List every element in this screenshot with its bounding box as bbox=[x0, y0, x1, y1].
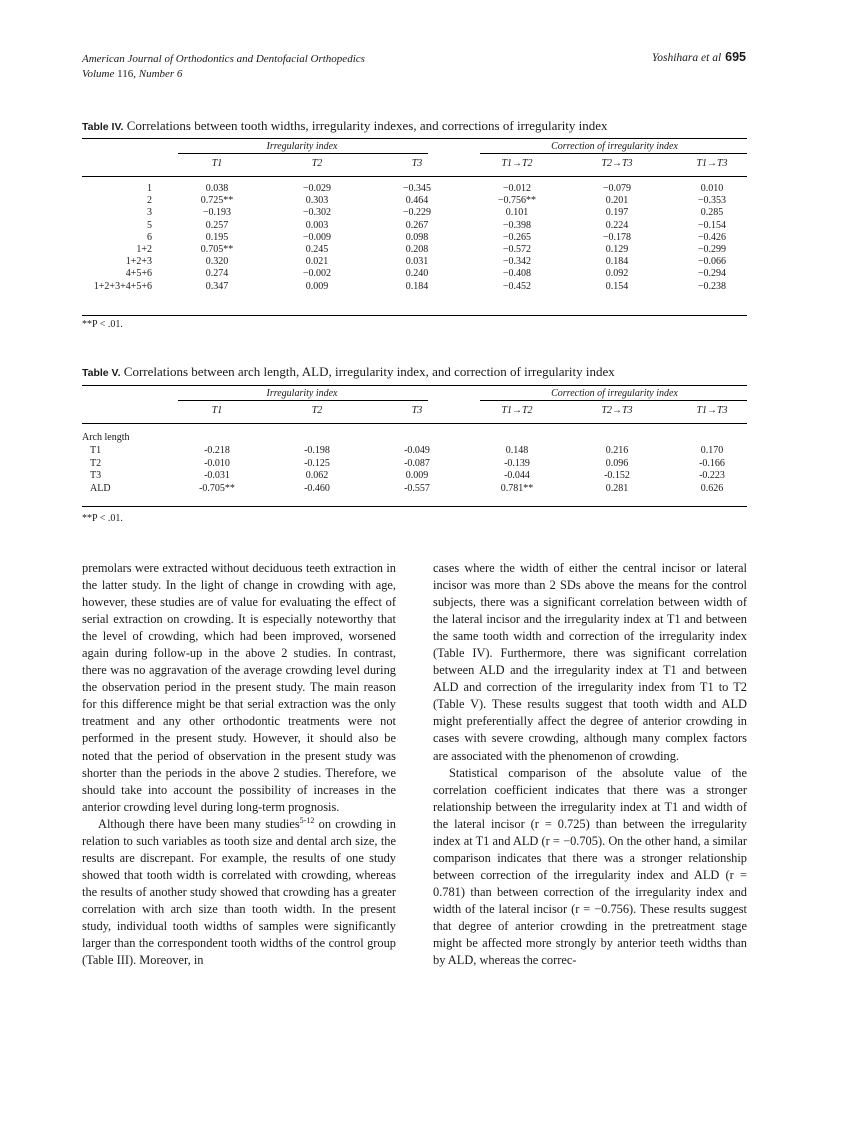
table-cell: 0.062 bbox=[305, 470, 329, 481]
column-header: T2→T3 bbox=[601, 158, 633, 169]
table-cell: 0.303 bbox=[305, 195, 329, 207]
table-cell: 0.464 bbox=[405, 195, 429, 207]
row-label: T1 bbox=[90, 445, 102, 456]
table-cell: −0.345 bbox=[402, 183, 432, 194]
row-label: 1+2+3 bbox=[125, 256, 152, 268]
table-cell: −0.079 bbox=[602, 183, 632, 194]
table-cell: 0.021 bbox=[305, 256, 329, 268]
table-cell: −0.238 bbox=[697, 280, 727, 292]
table4-caption bbox=[82, 118, 608, 134]
table-cell: -0.010 bbox=[204, 457, 230, 469]
table-cell: 0.267 bbox=[405, 219, 429, 231]
volume-number: 116, bbox=[117, 68, 139, 80]
table-cell: 0.224 bbox=[605, 219, 629, 231]
table-cell: −0.265 bbox=[502, 231, 532, 243]
table-cell: 0.038 bbox=[205, 183, 229, 194]
column-header: T1→T3 bbox=[696, 405, 728, 416]
table-cell: 0.184 bbox=[605, 256, 629, 268]
row-label: 1+2 bbox=[136, 244, 152, 255]
table-cell: -0.218 bbox=[204, 445, 230, 456]
page-number: 695 bbox=[725, 50, 746, 64]
issue-number: Number 6 bbox=[138, 68, 183, 80]
table-cell: 0.201 bbox=[605, 195, 629, 207]
body-column-left bbox=[82, 560, 396, 969]
table-cell: -0.139 bbox=[504, 457, 530, 469]
table-cell: 0.347 bbox=[205, 280, 229, 292]
table4-label: Table IV. bbox=[82, 121, 124, 133]
table-cell: −0.398 bbox=[502, 219, 532, 231]
column-header: T3 bbox=[411, 405, 423, 416]
table4-group-rule-2 bbox=[480, 153, 747, 154]
table5-caption bbox=[82, 364, 615, 380]
table-cell: 0.129 bbox=[605, 244, 629, 255]
table-cell: 0.320 bbox=[205, 256, 229, 268]
row-label: 2 bbox=[147, 195, 152, 207]
row-label: 4+5+6 bbox=[125, 268, 152, 280]
table-cell: 0.705** bbox=[200, 244, 234, 255]
journal-volume bbox=[82, 67, 365, 82]
table-cell: 0.010 bbox=[700, 183, 724, 194]
table-cell: 0.285 bbox=[700, 207, 724, 219]
table5-section-label: Arch length bbox=[82, 432, 130, 443]
table-cell: 0.092 bbox=[605, 268, 629, 280]
journal-title: American Journal of Orthodontics and Dentofacial Orthopedics bbox=[82, 53, 365, 65]
table5-group-irregularity: Irregularity index bbox=[266, 388, 338, 399]
table-cell: −0.342 bbox=[502, 256, 532, 268]
column-header: T1→T3 bbox=[696, 158, 728, 169]
row-label: 3 bbox=[147, 207, 152, 219]
table4-top-rule bbox=[82, 138, 747, 139]
table5-group-rule-2 bbox=[480, 400, 747, 401]
table-cell: -0.049 bbox=[404, 445, 430, 456]
table5-group-correction: Correction of irregularity index bbox=[551, 388, 678, 399]
table-cell: 0.003 bbox=[305, 219, 329, 231]
table-cell: 0.257 bbox=[205, 219, 229, 231]
table4-footnote: **P < .01. bbox=[82, 319, 123, 330]
table-cell: −0.029 bbox=[302, 183, 332, 194]
table-cell: 0.274 bbox=[205, 268, 229, 280]
paragraph-text: on crowding in relation to such variables as tooth size and dental arch size, the results are discrepant. For example, the results of one study showed that tooth width is correlated with crowding, whereas the results of another study showed that crowding has a greater correlation with arch size than tooth width. In the present study, individual tooth widths of samples were significantly larger than the correspondent tooth widths of the control group (Table III). Moreover, in bbox=[82, 816, 396, 968]
body-column-right bbox=[433, 560, 747, 969]
table-cell: 0.031 bbox=[405, 256, 429, 268]
column-header: T2 bbox=[311, 405, 323, 416]
table-cell: 0.096 bbox=[605, 457, 629, 469]
column-header: T1 bbox=[211, 405, 223, 416]
table4-group-irregularity: Irregularity index bbox=[266, 141, 338, 152]
table-cell: -0.223 bbox=[699, 470, 725, 481]
table-cell: -0.166 bbox=[699, 457, 725, 469]
table-cell: −0.299 bbox=[697, 244, 727, 255]
running-header-journal bbox=[82, 52, 365, 82]
table4-group-correction: Correction of irregularity index bbox=[551, 141, 678, 152]
table-cell: −0.012 bbox=[502, 183, 532, 194]
table-cell: −0.066 bbox=[697, 256, 727, 268]
column-header: T1→T2 bbox=[501, 405, 533, 416]
running-header-right bbox=[652, 50, 746, 64]
table-cell: 0.281 bbox=[605, 482, 629, 494]
table4-header-rule bbox=[82, 176, 747, 177]
column-header: T1→T2 bbox=[501, 158, 533, 169]
table4-title: Correlations between tooth widths, irregularity indexes, and corrections of irregularity index bbox=[123, 118, 608, 133]
table-cell: 0.626 bbox=[700, 482, 724, 494]
table-cell: -0.031 bbox=[204, 470, 230, 481]
table-cell: −0.002 bbox=[302, 268, 332, 280]
table-cell: 0.009 bbox=[305, 280, 329, 292]
table-cell: 0.781** bbox=[500, 482, 534, 494]
table-cell: −0.452 bbox=[502, 280, 532, 292]
column-header: T2 bbox=[311, 158, 323, 169]
table-cell: −0.756** bbox=[497, 195, 537, 207]
column-header: T2→T3 bbox=[601, 405, 633, 416]
table-cell: −0.302 bbox=[302, 207, 332, 219]
volume-prefix: Volume bbox=[82, 68, 115, 80]
table-cell: 0.208 bbox=[405, 244, 429, 255]
table-cell: 0.009 bbox=[405, 470, 429, 481]
row-label: ALD bbox=[90, 482, 111, 494]
row-label: T3 bbox=[90, 470, 102, 481]
table-cell: 0.195 bbox=[205, 231, 229, 243]
table-cell: 0.170 bbox=[700, 445, 724, 456]
table-cell: −0.353 bbox=[697, 195, 727, 207]
table-cell: -0.087 bbox=[404, 457, 430, 469]
row-label: T2 bbox=[90, 457, 102, 469]
row-label: 6 bbox=[147, 231, 152, 243]
paragraph: premolars were extracted without deciduous teeth extraction in the latter study. In the light of change in crowding with age, however, these studies are of value for evaluating the effect of serial extraction on crowding. It is especially noteworthy that the level of crowding, which had been improved, worsened again during follow-up in the above 2 studies. In contrast, there was no aggravation of the average crowding level during the observation period in the present study. The main reason for this difference might be that serial extraction was the only treatment and any other orthodontic treatments were not performed in the present study. However, it should also be noted that the period of observation in the present study was shorter than the periods in the above 2 studies. Therefore, we should take into account the possibility of increases in the anterior crowding level during long-term prognosis. bbox=[82, 561, 396, 814]
table-cell: −0.408 bbox=[502, 268, 532, 280]
table-cell: −0.229 bbox=[402, 207, 432, 219]
table4 bbox=[82, 138, 747, 328]
table5-label: Table V. bbox=[82, 367, 121, 379]
table-cell: 0.245 bbox=[305, 244, 329, 255]
table-cell: 0.725** bbox=[200, 195, 234, 207]
table-cell: −0.193 bbox=[202, 207, 232, 219]
table-cell: -0.705** bbox=[199, 482, 235, 494]
table-cell: -0.152 bbox=[604, 470, 630, 481]
column-header: T3 bbox=[411, 158, 423, 169]
column-header: T1 bbox=[211, 158, 223, 169]
row-label: 1+2+3+4+5+6 bbox=[93, 280, 152, 292]
table5-group-rule-1 bbox=[178, 400, 428, 401]
table5-footnote: **P < .01. bbox=[82, 513, 123, 524]
table-cell: -0.044 bbox=[504, 470, 530, 481]
table5-title: Correlations between arch length, ALD, irregularity index, and correction of irregularity index bbox=[120, 364, 615, 379]
paragraph: Statistical comparison of the absolute value of the correlation coefficient indicates that there was a stronger relationship between the irregularity index at T1 and width of the lateral incisor (r = 0.725) than between the irregularity index at T1 and ALD (r = −0.705). On the other hand, a similar comparison indicates that there was a stronger relationship between correction of the irregularity index and ALD (r = 0.781) than between correction of the irregularity index and width of the lateral incisor (r = −0.756). These results suggest that degree of anterior crowding in the pretreatment stage might be affected more strongly by anterior teeth widths than by ALD, whereas the correc- bbox=[433, 765, 747, 968]
table-cell: −0.009 bbox=[302, 231, 332, 243]
row-label: 5 bbox=[147, 219, 152, 231]
table4-bottom-rule bbox=[82, 315, 747, 316]
table-cell: 0.101 bbox=[505, 207, 529, 219]
table-cell: −0.178 bbox=[602, 231, 632, 243]
paragraph: cases where the width of either the central incisor or lateral incisor was more than 2 SDs above the means for the control subjects, there was a significant correlation between width of the lateral incisor and the irregularity index at T1 and between the same tooth width and correction of the irregularity index (Table IV). Furthermore, there was significant correlation between ALD and the irregularity index at T1 and between ALD and correction of the irregularity index from T1 to T2 (Table V). These results suggest that tooth width and ALD might preferentially affect the degree of anterior crowding in cases with severe crowding, although many complex factors are associated with the phenomenon of crowding. bbox=[433, 561, 747, 763]
table-cell: -0.198 bbox=[304, 445, 330, 456]
table-cell: 0.098 bbox=[405, 231, 429, 243]
table5-header-rule bbox=[82, 423, 747, 424]
table-cell: 0.216 bbox=[605, 445, 629, 456]
table-cell: 0.154 bbox=[605, 280, 629, 292]
table-cell: −0.154 bbox=[697, 219, 727, 231]
table-cell: 0.197 bbox=[605, 207, 629, 219]
table5-top-rule bbox=[82, 385, 747, 386]
table-cell: −0.426 bbox=[697, 231, 727, 243]
table-cell: 0.240 bbox=[405, 268, 429, 280]
table-cell: -0.557 bbox=[404, 482, 430, 494]
citation: 5-12 bbox=[299, 815, 315, 825]
table-cell: 0.184 bbox=[405, 280, 429, 292]
authors: Yoshihara et al bbox=[651, 52, 722, 64]
table-cell: 0.148 bbox=[505, 445, 529, 456]
table-cell: −0.294 bbox=[697, 268, 727, 280]
row-label: 1 bbox=[147, 183, 152, 194]
table-cell: -0.460 bbox=[304, 482, 330, 494]
paragraph-text: Although there have been many studies bbox=[98, 816, 300, 831]
table5-bottom-rule bbox=[82, 506, 747, 507]
paragraph bbox=[82, 816, 396, 969]
table-cell: -0.125 bbox=[304, 457, 330, 469]
table5 bbox=[82, 385, 747, 515]
table4-group-rule-1 bbox=[178, 153, 428, 154]
table-cell: −0.572 bbox=[502, 244, 532, 255]
